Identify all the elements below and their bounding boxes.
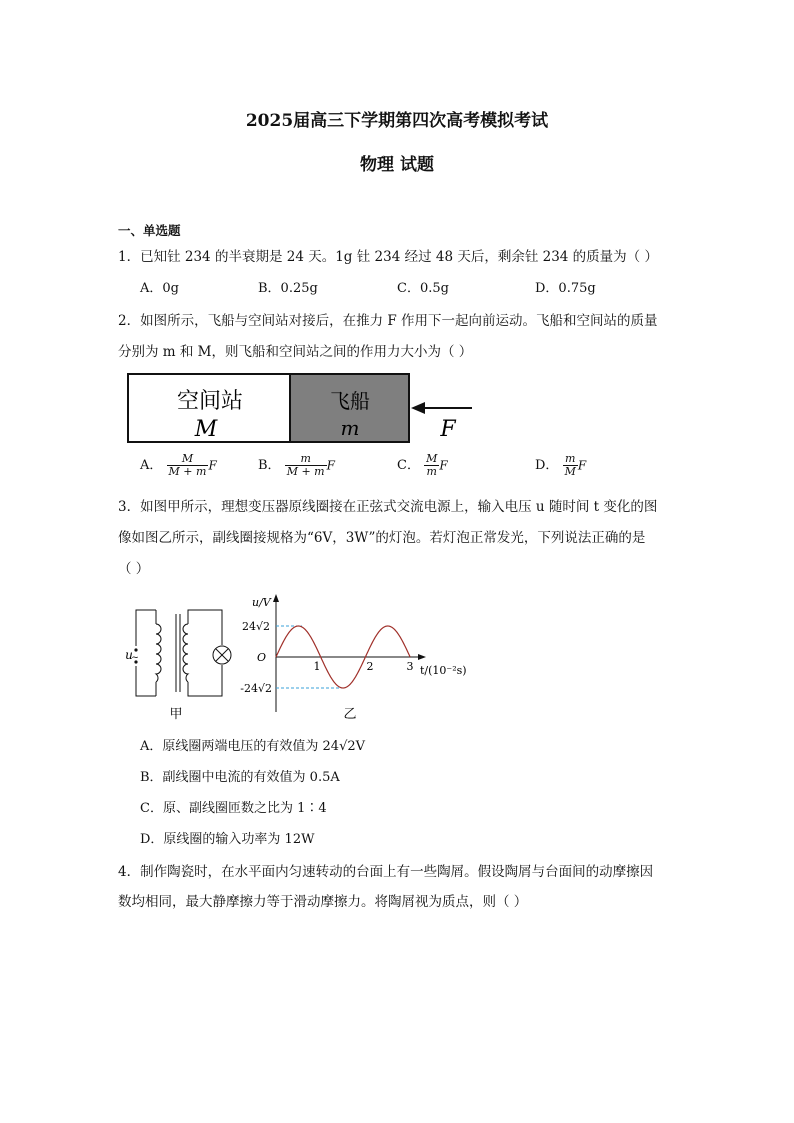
q1-option-c: C．0.5g bbox=[397, 281, 449, 296]
q2-stem-line2: 分别为 m 和 M，则飞船和空间站之间的作用力大小为（ ） bbox=[118, 344, 473, 360]
fraction-denominator: M + m bbox=[286, 465, 325, 478]
q3-option-b: B．副线圈中电流的有效值为 0.5A bbox=[140, 770, 340, 785]
force-variable: F bbox=[326, 458, 335, 473]
q2-stem-line1: 2．如图所示，飞船与空间站对接后，在推力 F 作用下一起向前运动。飞船和空间站的质量 bbox=[118, 313, 658, 329]
option-letter: A． bbox=[140, 458, 163, 473]
q2-option-a bbox=[140, 453, 217, 478]
q4-stem-line2: 数均相同，最大静摩擦力等于滑动摩擦力。将陶屑视为质点，则（ ） bbox=[118, 894, 528, 910]
x-tick-1: 1 bbox=[313, 660, 321, 673]
q3-option-c: C．原、副线圈匝数之比为 1∶4 bbox=[140, 801, 327, 816]
force-variable: F bbox=[208, 458, 217, 473]
ac-source-symbol: ~ bbox=[131, 653, 139, 663]
fraction-numerator: M bbox=[426, 452, 438, 465]
figure-caption-yi: 乙 bbox=[343, 707, 357, 722]
fraction-numerator: m bbox=[285, 453, 327, 466]
fraction-numerator: M bbox=[167, 453, 209, 466]
q1-option-b: B．0.25g bbox=[258, 281, 318, 296]
y-min-label: -24√2 bbox=[240, 682, 272, 695]
section-heading: 一、单选题 bbox=[118, 223, 181, 238]
x-tick-3: 3 bbox=[406, 660, 414, 673]
secondary-coil bbox=[183, 624, 188, 682]
figure-caption-jia: 甲 bbox=[169, 707, 183, 722]
y-axis-label-text: u/V bbox=[252, 596, 271, 609]
exam-subtitle: 物理 试题 bbox=[360, 155, 434, 175]
q1-stem: 1．已知钍 234 的半衰期是 24 天。1g 钍 234 经过 48 天后，剩余钍 234 的质量为（ ） bbox=[118, 249, 658, 265]
x-axis-arrow bbox=[418, 654, 426, 660]
q3-option-d: D．原线圈的输入功率为 12W bbox=[140, 832, 315, 847]
q1-option-d: D．0.75g bbox=[535, 281, 596, 296]
force-arrow-head bbox=[411, 402, 425, 414]
q3-option-a: A．原线圈两端电压的有效值为 24√2V bbox=[140, 739, 366, 754]
x-tick-2: 2 bbox=[366, 660, 374, 673]
force-label: F bbox=[440, 417, 456, 442]
fraction-numerator: m bbox=[563, 453, 578, 466]
force-variable: F bbox=[577, 458, 587, 473]
origin-label: O bbox=[256, 651, 266, 664]
x-axis-label: t/(10⁻²s) bbox=[420, 664, 467, 677]
ship-label: 飞船 bbox=[330, 389, 370, 413]
ship-mass-label: m bbox=[340, 416, 360, 440]
q4-stem-line1: 4．制作陶瓷时，在水平面内匀速转动的台面上有一些陶屑。假设陶屑与台面间的动摩擦因 bbox=[118, 864, 654, 880]
force-variable: F bbox=[439, 458, 448, 473]
transformer-figure bbox=[118, 600, 243, 725]
fraction bbox=[563, 453, 578, 478]
q3-stem-line1: 3．如图甲所示，理想变压器原线圈接在正弦式交流电源上，输入电压 u 随时间 t 变化的图 bbox=[118, 499, 658, 515]
option-letter: D． bbox=[535, 458, 559, 473]
fraction-denominator: M bbox=[564, 465, 576, 478]
fraction-denominator: m bbox=[426, 465, 437, 478]
y-axis-arrow bbox=[273, 594, 279, 602]
station-label: 空间站 bbox=[176, 389, 244, 414]
y-axis-label bbox=[252, 596, 272, 609]
primary-wire bbox=[136, 610, 156, 696]
terminal-top bbox=[134, 648, 137, 651]
q2-option-d bbox=[535, 453, 586, 478]
y-max-label: 24√2 bbox=[241, 620, 270, 633]
primary-coil bbox=[156, 624, 161, 682]
option-letter: C． bbox=[397, 458, 420, 473]
q3-stem-line2: 像如图乙所示，副线圈接规格为“6V，3W”的灯泡。若灯泡正常发光，下列说法正确的是 bbox=[118, 530, 646, 546]
fraction bbox=[424, 453, 439, 478]
q3-stem-line3: （ ） bbox=[118, 561, 150, 577]
option-letter: B． bbox=[258, 458, 281, 473]
exam-title: 2025届高三下学期第四次高考模拟考试 bbox=[245, 111, 549, 131]
fraction bbox=[285, 453, 327, 478]
voltage-graph bbox=[232, 590, 472, 725]
fraction-denominator: M + m bbox=[168, 465, 207, 478]
q1-option-a: A．0g bbox=[140, 281, 179, 296]
q2-option-b bbox=[258, 453, 335, 478]
q2-option-c bbox=[397, 453, 448, 478]
input-voltage-label: u bbox=[125, 648, 133, 662]
station-mass-label: M bbox=[194, 417, 218, 442]
q2-docking-figure bbox=[120, 368, 490, 448]
fraction bbox=[167, 453, 209, 478]
